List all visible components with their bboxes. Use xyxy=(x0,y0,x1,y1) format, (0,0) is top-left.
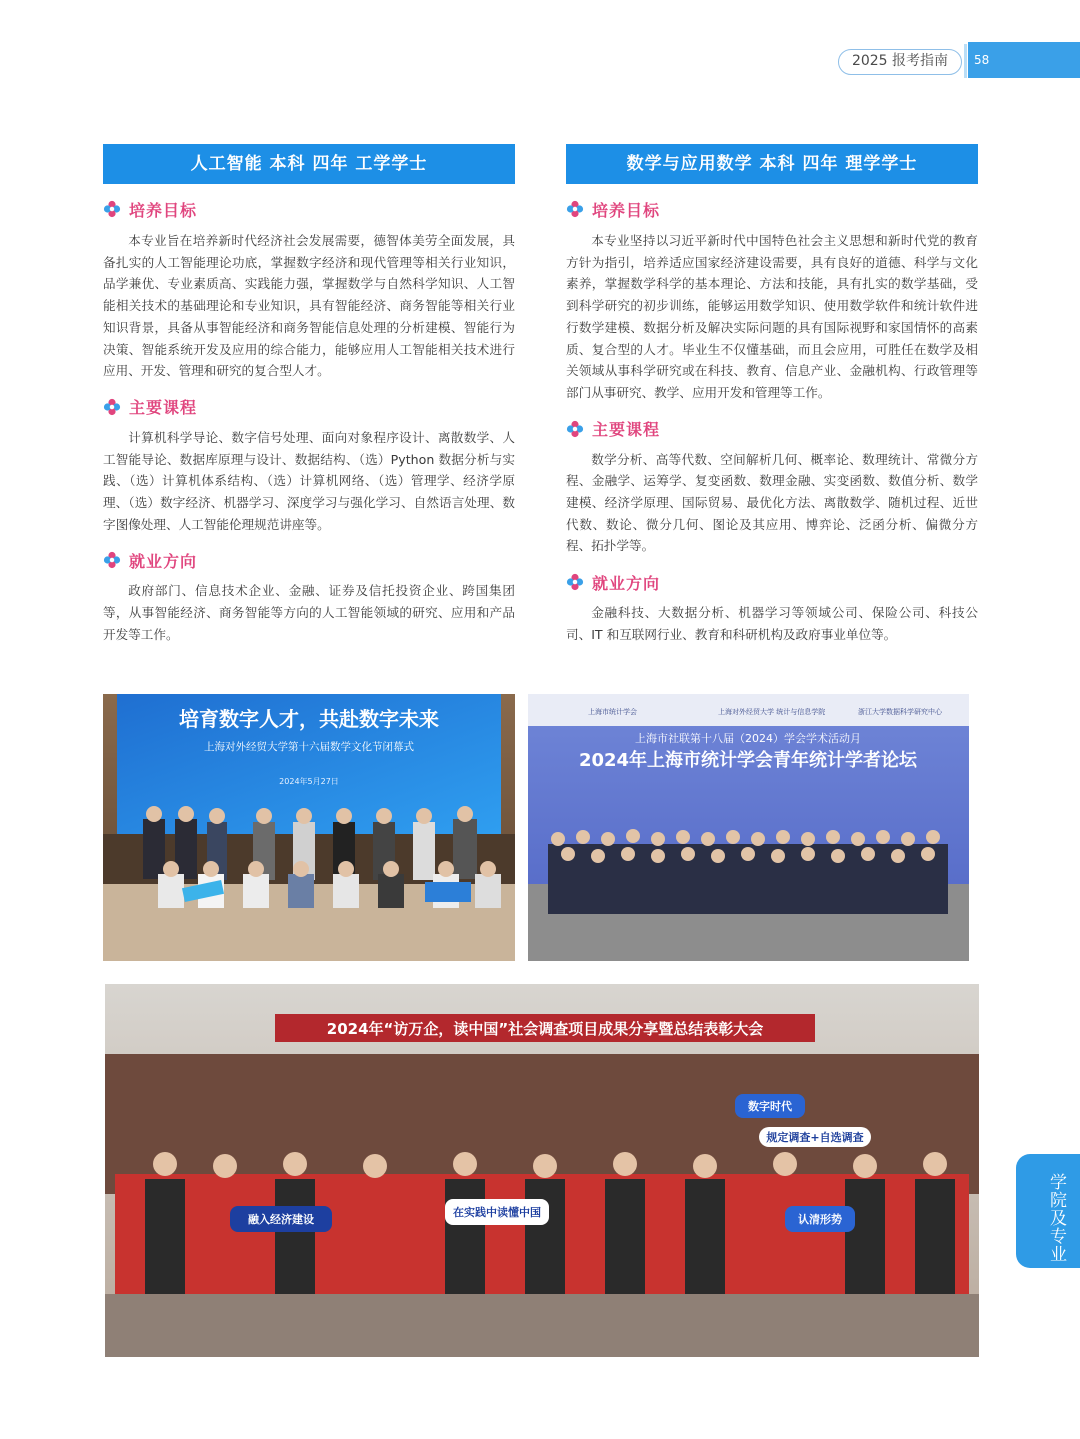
section-text: 本专业旨在培养新时代经济社会发展需要，德智体美劳全面发展，具备扎实的人工智能理论功底，掌握数字经济和现代管理等相关行业知识，品学兼优、专业素质高、实践能力强，掌握数学与自然科学知识、人工智能相关技术的基础理论和专业知识，具有智能经济、商务智能等相关行业知识背景，具备从事智能经济和商务智能信息处理的分析建模、智能行为决策、智能系统开发及应用的综合能力，能够应用人工智能相关技术进行应用、开发、管理和研究的复合型人才。 xyxy=(103,233,515,379)
section-text: 政府部门、信息技术企业、金融、证券及信托投资企业、跨国集团等，从事智能经济、商务智能等方向的人工智能领域的研究、应用和产品开发等工作。 xyxy=(103,583,515,642)
sign-text: 规定调查+自选调查 xyxy=(766,1131,864,1144)
guide-label: 2025 报考指南 xyxy=(838,49,962,75)
major-math xyxy=(566,144,978,646)
major-banner: 人工智能 本科 四年 工学学士 xyxy=(103,144,515,184)
clover-icon xyxy=(103,200,121,218)
section-title: 培养目标 xyxy=(592,200,661,220)
major-ai xyxy=(103,144,515,646)
section-header xyxy=(566,198,978,220)
logo-text: 上海市统计学会 xyxy=(588,708,637,716)
photo-statistics-forum xyxy=(528,694,969,961)
screen-title: 培育数字人才，共赴数字未来 xyxy=(179,707,439,731)
section-title: 培养目标 xyxy=(129,200,198,220)
clover-icon xyxy=(566,420,584,438)
section-header xyxy=(566,418,978,440)
sign-text: 认清形势 xyxy=(798,1213,842,1226)
screen-date: 2024年5月27日 xyxy=(279,777,339,786)
sign-text: 融入经济建设 xyxy=(248,1213,314,1226)
photo-math-festival xyxy=(103,694,515,961)
sign-text: 数字时代 xyxy=(748,1100,792,1113)
section-side-tab: 学院及专业 xyxy=(1016,1154,1080,1268)
section-header xyxy=(103,396,515,418)
header-divider xyxy=(964,44,967,78)
clover-icon xyxy=(103,551,121,569)
section-header xyxy=(566,571,978,593)
forum-title: 2024年上海市统计学会青年统计学者论坛 xyxy=(578,750,918,771)
logo-text: 浙江大学数据科学研究中心 xyxy=(858,708,942,716)
photo-survey-ceremony xyxy=(105,984,979,1357)
section-title: 就业方向 xyxy=(129,551,198,571)
section-title: 就业方向 xyxy=(592,573,661,593)
screen-subtitle: 上海对外经贸大学第十六届数学文化节闭幕式 xyxy=(204,741,414,753)
section-text: 计算机科学导论、数字信号处理、面向对象程序设计、离散数学、人工智能导论、数据库原理与设计、数据结构、（选）Python 数据分析与实践、（选）计算机体系结构、（选）计算机网络、（选）管理学、经济学原理、（选）数字经济、机器学习、深度学习与强化学习、自然语言处理、数字图像处理、人工智能伦理规范讲座等。 xyxy=(103,429,515,532)
clover-icon xyxy=(566,200,584,218)
page-number: 58 xyxy=(968,42,1080,78)
major-banner: 数学与应用数学 本科 四年 理学学士 xyxy=(566,144,978,184)
section-header xyxy=(103,549,515,571)
section-text: 本专业坚持以习近平新时代中国特色社会主义思想和新时代党的教育方针为指引，培养适应国家经济建设需要，具有良好的道德、科学与文化素养，掌握数学科学的基本理论、方法和技能，具有扎实的数学基础，受到科学研究的初步训练，能够运用数学知识、使用数学软件和统计软件进行数学建模、数据分析及解决实际问题的具有国际视野和家国情怀的高素质、复合型的人才。毕业生不仅懂基础，而且会应用，可胜任在数学及相关领域从事科学研究或在科技、教育、信息产业、金融机构、行政管理等部门从事研究、教学、应用开发和管理等工作。 xyxy=(566,233,978,400)
clover-icon xyxy=(103,398,121,416)
section-title: 主要课程 xyxy=(129,398,198,418)
sign-text: 在实践中读懂中国 xyxy=(453,1206,541,1219)
section-text: 数学分析、高等代数、空间解析几何、概率论、数理统计、常微分方程、金融学、运筹学、复变函数、数理金融、实变函数、数值分析、数学建模、经济学原理、国际贸易、最优化方法、离散数学、随机过程、近世代数、数论、微分几何、图论及其应用、博弈论、泛函分析、偏微分方程、拓扑学等。 xyxy=(566,451,978,554)
clover-icon xyxy=(566,573,584,591)
forum-subtitle: 上海市社联第十八届（2024）学会学术活动月 xyxy=(635,732,861,745)
logo-text: 上海对外经贸大学 统计与信息学院 xyxy=(718,708,826,716)
section-title: 主要课程 xyxy=(592,420,661,440)
section-text: 金融科技、大数据分析、机器学习等领域公司、保险公司、科技公司、IT 和互联网行业、教育和科研机构及政府事业单位等。 xyxy=(566,605,978,642)
ceremony-banner: 2024年“访万企，读中国”社会调查项目成果分享暨总结表彰大会 xyxy=(326,1020,764,1038)
section-header xyxy=(103,198,515,220)
